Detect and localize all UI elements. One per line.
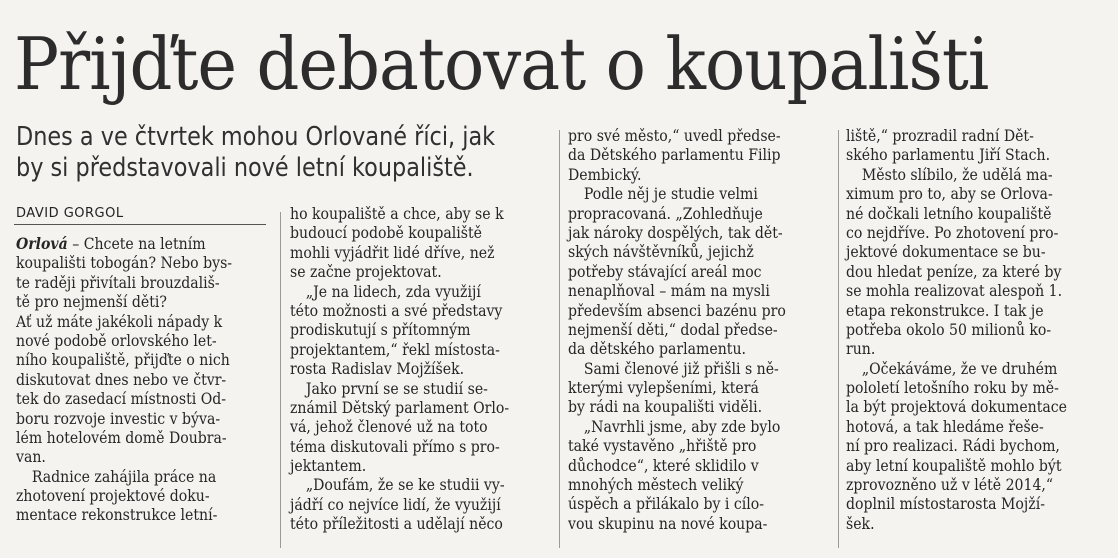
text-line: také vystavěno „hřiště pro: [568, 436, 757, 456]
text-line: tě pro nejmenší děti?: [16, 292, 167, 312]
text-line: van.: [16, 447, 46, 467]
text-line: nové podobě orlovského let-: [16, 330, 217, 350]
text-line: se mohla realizovat alespoň 1.: [846, 281, 1063, 301]
text-line: lém hotelovém domě Doubra-: [16, 427, 227, 447]
dateline-place: Orlová: [16, 234, 68, 253]
byline: DAVID GORGOL: [16, 206, 124, 221]
text-line: mentace rekonstrukce letní-: [16, 505, 218, 525]
text-line: potřeby stávající areál moc: [568, 261, 762, 281]
text-line: by rádi na koupališti viděli.: [568, 397, 763, 417]
text-line: známil Dětský parlament Orlo-: [290, 397, 510, 417]
column-divider: [559, 130, 560, 548]
text-line: jádří co nejvíce lidí, že využijí: [290, 494, 501, 514]
text-line: la být projektová dokumentace: [846, 397, 1068, 417]
text-line: boru rozvoje investic v býva-: [16, 408, 221, 428]
text-line: nejmenší děti,“ dodal předse-: [568, 319, 778, 339]
column-divider: [838, 130, 839, 548]
text-line: Jako první se se studií se-: [305, 378, 488, 398]
text-line: jektantem.: [290, 456, 367, 476]
text-line: jak nároky dospělých, tak dět-: [568, 222, 783, 242]
article-column-3: [568, 126, 832, 533]
text-line: této možnosti a své představy: [290, 300, 503, 320]
text-line: této příležitosti a udělají něco: [290, 514, 503, 534]
text-line: potřeba okolo 50 milionů ko-: [846, 319, 1052, 339]
text-line: [16, 234, 241, 253]
text-line: te raději přivítali brouzdališ-: [16, 272, 220, 292]
text-line: „Je na lidech, zda využijí: [305, 281, 481, 301]
byline-rule: [14, 224, 266, 225]
text-line: Dembický.: [568, 164, 642, 184]
text-line: dou hledat peníze, za které by: [846, 261, 1062, 281]
text-line: pololetí letošního roku by mě-: [846, 378, 1059, 398]
text-line: Radnice zahájila práce na: [31, 466, 217, 486]
text-line: ximum pro to, aby se Orlova-: [846, 184, 1053, 204]
text-line: aby letní koupaliště mohlo být: [846, 455, 1062, 475]
text-line: vou skupinu na nové koupa-: [568, 513, 768, 533]
text-line: Město slíbilo, že udělá ma-: [861, 164, 1053, 184]
text-line: pro své město,“ uvedl předse-: [568, 126, 781, 145]
text-line: se začne projektovat.: [290, 262, 442, 282]
text-line: téma diskutovali přímo s pro-: [290, 436, 500, 456]
text-line: prodiskutují s přítomným: [290, 320, 471, 340]
text-line: propracovaná. „Zohledňuje: [568, 203, 763, 223]
text-line: zhotovení projektové doku-: [16, 486, 210, 506]
text-line: „Očekáváme, že ve druhém: [861, 358, 1058, 378]
text-line: Podle něj je studie velmi: [583, 184, 758, 204]
text-line: „Doufám, že se ke studii vy-: [305, 475, 505, 495]
text-line: vá, jehož členové už na toto: [290, 417, 488, 437]
text-line: liště,“ prozradil radní Dět-: [846, 126, 1034, 145]
column-divider: [280, 212, 281, 548]
text-line: „Navrhli jsme, aby zde bylo: [583, 416, 781, 436]
text-line: ního koupaliště, přijďte o nich: [16, 350, 230, 370]
text-line: da Dětského parlamentu Filip: [568, 145, 781, 165]
text-line: šek.: [846, 513, 875, 533]
article-column-1: [16, 234, 272, 525]
text-line: rosta Radislav Mojžíšek.: [290, 359, 465, 379]
text-line: co nejdříve. Po zhotovení pro-: [846, 222, 1059, 242]
lead-line: by si představovali nové letní koupaliště.: [16, 153, 474, 183]
text-line: zprovozněno už v létě 2014,“: [846, 475, 1054, 495]
text-line: ní pro realizaci. Rádi bychom,: [846, 436, 1060, 456]
text-line: koupališti tobogán? Nebo bys-: [16, 253, 233, 273]
text-line: ho koupaliště a chce, aby se k: [290, 204, 504, 223]
text-line: mnohých městech veliký: [568, 475, 744, 495]
text-line: diskutovat dnes nebo ve čtvr-: [16, 369, 227, 389]
article-column-2: [290, 204, 552, 534]
text-line: projektantem,“ řekl místosta-: [290, 339, 500, 359]
text-line: mohli vyjádřit lidé dříve, než: [290, 242, 495, 262]
text-line: důchodce“, které sklidilo v: [568, 455, 759, 475]
text-line: jektové dokumentace se bu-: [846, 242, 1046, 262]
article-column-4: [846, 126, 1108, 533]
text-line: ských návštěvníků, jejichž: [568, 242, 754, 262]
text-line: Ať už máte jakékoli nápady k: [16, 311, 223, 331]
text-line: da dětského parlamentu.: [568, 339, 746, 359]
headline: Přijďte debatovat o koupališti: [14, 22, 989, 106]
lead-paragraph: [16, 122, 496, 184]
text-line: doplnil místostarosta Mojží-: [846, 494, 1045, 514]
text-line: nenaplňoval – mám na mysli: [568, 281, 770, 301]
text-line: budoucí podobě koupaliště: [290, 223, 483, 243]
text-line: etapa rekonstrukce. I tak je: [846, 300, 1044, 320]
lead-line: Dnes a ve čtvrtek mohou Orlované říci, jak: [16, 122, 496, 152]
text-fragment: – Chcete na letním: [67, 234, 206, 253]
text-line: ského parlamentu Jiří Stach.: [846, 145, 1051, 165]
text-line: run.: [846, 339, 876, 359]
text-line: především absenci bazénu pro: [568, 300, 786, 320]
text-line: hotová, a tak hledáme řeše-: [846, 416, 1044, 436]
text-line: né dočkali letního koupaliště: [846, 203, 1052, 223]
text-line: Sami členové již přišli s ně-: [583, 358, 779, 378]
text-line: tek do zasedací místnosti Od-: [16, 389, 227, 409]
text-line: úspěch a přilákalo by i cílo-: [568, 494, 765, 514]
text-line: kterými vylepšeními, která: [568, 378, 759, 398]
